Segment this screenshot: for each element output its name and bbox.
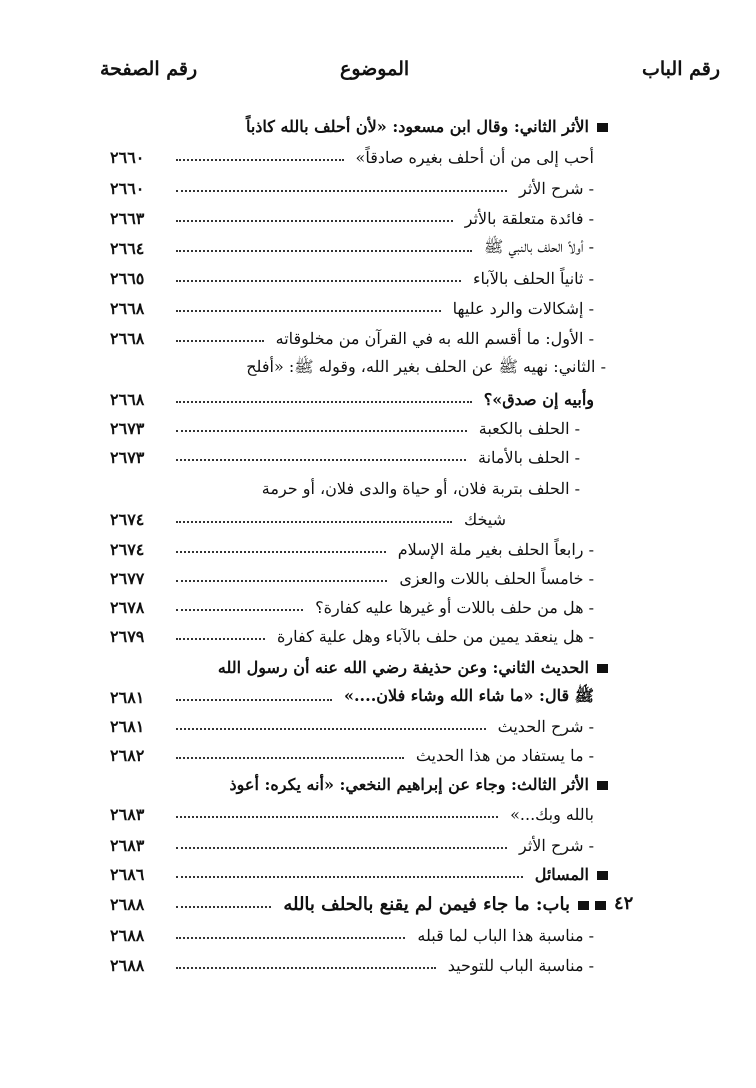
- dot-leader: [176, 906, 271, 908]
- toc-row: [110, 505, 606, 533]
- dot-leader: [176, 159, 344, 161]
- toc-entry-text: باب: ما جاء فيمن لم يقنع بالحلف بالله: [283, 893, 570, 915]
- header-topic: الموضوع: [340, 58, 410, 80]
- chapter-number: ٤٢: [614, 893, 634, 914]
- toc-entry-text: الأثر الثاني: وقال ابن مسعود: «لأن أحلف بالله كاذباً: [245, 116, 589, 136]
- toc-page-number: ٢٦٧٩: [110, 626, 145, 646]
- toc-page-number: ٢٦٧٣: [110, 418, 145, 438]
- dot-leader: [176, 220, 453, 222]
- dot-leader: [176, 638, 265, 640]
- dot-leader: [176, 551, 386, 553]
- toc-entry-text: - خامساً الحلف باللات والعزى: [399, 568, 594, 588]
- toc-page-number: ٢٦٨٣: [110, 835, 145, 855]
- toc-row: [110, 860, 606, 888]
- dot-leader: [176, 521, 452, 523]
- toc-row: [110, 535, 606, 563]
- toc-entry-text: - ما يستفاد من هذا الحديث: [415, 745, 594, 765]
- toc-row: [110, 385, 606, 413]
- toc-entry-text: أحب إلى من أن أحلف بغيره صادقاً»: [355, 147, 594, 167]
- dot-leader: [176, 459, 466, 461]
- toc-page-number: ٢٦٧٤: [110, 539, 145, 559]
- toc-entry-text: - ثانياً الحلف بالآباء: [473, 268, 594, 288]
- toc-row: [110, 593, 606, 621]
- dot-leader: [176, 967, 436, 969]
- dot-leader: [176, 728, 486, 730]
- toc-page-number: ٢٦٧٧: [110, 568, 145, 588]
- dot-leader: [176, 250, 472, 252]
- toc-row: [110, 564, 606, 592]
- dot-leader: [176, 401, 472, 403]
- toc-page-number: ٢٦٦٠: [110, 147, 145, 167]
- toc-page-number: ٢٦٨٨: [110, 955, 145, 975]
- toc-entry-text: - الحلف بالأمانة: [477, 447, 580, 467]
- toc-row: [110, 921, 606, 949]
- toc-row: [110, 683, 606, 711]
- dot-leader: [176, 937, 405, 939]
- square-bullet-icon: [595, 871, 606, 880]
- toc-page-number: ٢٦٦٤: [110, 238, 145, 258]
- toc-entry-text: - شرح الحديث: [497, 716, 594, 736]
- toc-row: [110, 143, 606, 171]
- toc-entry-text: - الحلف بالكعبة: [478, 418, 580, 438]
- square-bullet-icon: [595, 664, 606, 673]
- toc-entry-text: بالله وبك...»: [510, 804, 594, 824]
- dot-leader: [176, 190, 507, 192]
- toc-row: [110, 414, 606, 442]
- toc-page-number: ٢٦٦٥: [110, 268, 145, 288]
- dot-leader: [176, 847, 507, 849]
- toc-page-number: ٢٦٧٣: [110, 447, 145, 467]
- toc-page-number: ٢٦٦٣: [110, 208, 145, 228]
- toc-entry-text: - الأول: ما أقسم الله به في القرآن من مخلوقاته: [275, 328, 594, 348]
- toc-row: [110, 112, 606, 140]
- toc-row: [110, 294, 606, 322]
- square-bullet-icon: [595, 123, 606, 132]
- toc-page-number: ٢٦٦٨: [110, 328, 145, 348]
- toc-row: [110, 234, 606, 262]
- square-bullet-icon: [593, 901, 604, 910]
- toc-page-number: ٢٦٨١: [110, 716, 145, 736]
- square-bullet-icon: [576, 901, 587, 910]
- header-chapter-no: رقم الباب: [642, 58, 720, 80]
- toc-row: [110, 770, 606, 798]
- toc-entry-text: - شرح الأثر: [519, 835, 594, 855]
- toc-entry-text: - هل ينعقد يمين من حلف بالآباء وهل علية كفارة: [277, 626, 594, 646]
- toc-row: [110, 653, 606, 681]
- dot-leader: [176, 340, 264, 342]
- toc-entry-text: - أولاً الحلف بالنبي ﷺ: [484, 236, 594, 256]
- toc-page-number: ٢٦٨٣: [110, 804, 145, 824]
- toc-page-number: ٢٦٨٨: [110, 925, 145, 945]
- toc-row: [110, 354, 606, 382]
- toc-row: [110, 741, 606, 769]
- toc-row: [110, 890, 604, 918]
- toc-page-number: ٢٦٨٢: [110, 745, 145, 765]
- toc-page-number: ٢٦٨١: [110, 687, 145, 707]
- toc-page-number: ٢٦٧٤: [110, 509, 145, 529]
- toc-entry-text: - الحلف بتربة فلان، أو حياة والدى فلان، أو حرمة: [261, 478, 580, 498]
- toc-row: [110, 204, 606, 232]
- square-bullet-icon: [595, 781, 606, 790]
- toc-row: [110, 951, 606, 979]
- toc-entry-text: - الثاني: نهيه ﷺ عن الحلف بغير الله، وقوله ﷺ: «أفلح: [246, 356, 606, 376]
- toc-page-number: ٢٦٨٨: [110, 894, 145, 914]
- toc-row: [110, 800, 606, 828]
- toc-entry-text: - رابعاً الحلف بغير ملة الإسلام: [397, 539, 594, 559]
- dot-leader: [176, 876, 523, 878]
- toc-page-number: ٢٦٧٨: [110, 597, 145, 617]
- toc-row: [110, 712, 606, 740]
- toc-page-number: ٢٦٦٨: [110, 389, 145, 409]
- dot-leader: [176, 310, 441, 312]
- dot-leader: [176, 280, 461, 282]
- dot-leader: [176, 757, 404, 759]
- header-page-no: رقم الصفحة: [100, 58, 198, 80]
- toc-entry-text: - هل من حلف باللات أو غيرها عليه كفارة؟: [315, 597, 594, 617]
- toc-row: [110, 443, 606, 471]
- toc-entry-text: ﷺ قال: «ما شاء الله وشاء فلان....»: [343, 685, 594, 705]
- toc-entry-text: - شرح الأثر: [519, 178, 594, 198]
- dot-leader: [176, 609, 303, 611]
- toc-entry-text: - إشكالات والرد عليها: [452, 298, 594, 318]
- toc-row: [110, 264, 606, 292]
- toc-entry-text: شيخك: [463, 509, 506, 529]
- toc-entry-text: - مناسبة الباب للتوحيد: [447, 955, 594, 975]
- toc-entry-text: - مناسبة هذا الباب لما قبله: [417, 925, 594, 945]
- dot-leader: [176, 816, 498, 818]
- toc-entry-text: الأثر الثالث: وجاء عن إبراهيم النخعي: «أنه يكره: أعوذ: [229, 774, 589, 794]
- toc-row: [110, 324, 606, 352]
- toc-page-number: ٢٦٨٦: [110, 864, 145, 884]
- toc-row: [110, 622, 606, 650]
- toc-entry-text: الحديث الثاني: وعن حذيفة رضي الله عنه أن رسول الله: [217, 657, 589, 677]
- dot-leader: [176, 580, 387, 582]
- toc-entry-text: المسائل: [534, 864, 589, 884]
- toc-entry-text: - فائدة متعلقة بالأثر: [464, 208, 594, 228]
- toc-row: [110, 474, 606, 502]
- dot-leader: [176, 430, 467, 432]
- toc-page-number: ٢٦٦٠: [110, 178, 145, 198]
- toc-entry-text: وأبيه إن صدق»؟: [483, 389, 594, 409]
- dot-leader: [176, 699, 332, 701]
- toc-row: [110, 174, 606, 202]
- toc-row: [110, 831, 606, 859]
- toc-page-number: ٢٦٦٨: [110, 298, 145, 318]
